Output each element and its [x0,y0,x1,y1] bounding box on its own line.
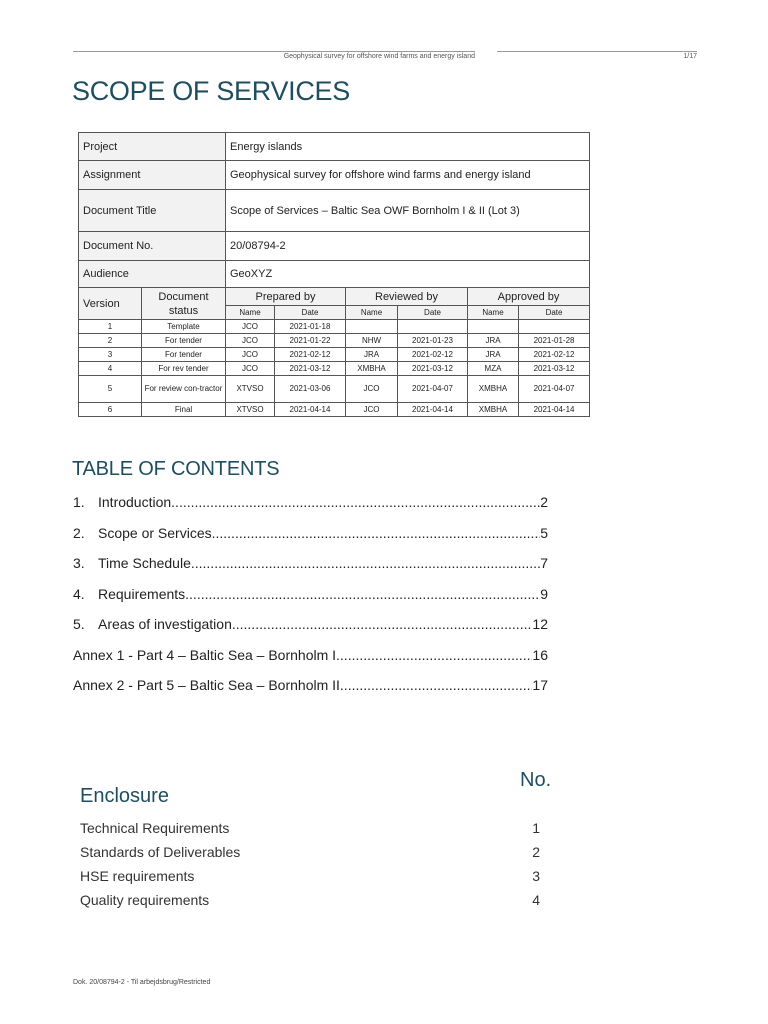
toc-entry[interactable] [73,586,548,617]
toc-entry[interactable] [73,647,548,678]
audience-label: Audience [79,261,226,288]
toc-entry-page: 12 [532,616,548,632]
toc-entry-page: 5 [540,524,548,541]
version-status-cell: Template [142,320,226,334]
approved-by-header: Approved by [468,288,590,306]
header-page-number: 1/17 [683,53,697,60]
toc-entry-number: 3. [73,555,85,571]
version-row [79,403,590,417]
audience-value: GeoXYZ [226,261,590,288]
toc-entry[interactable] [73,494,548,525]
toc-entry-page: 17 [532,677,548,693]
version-row [79,334,590,348]
version-approved-name-cell: XMBHA [468,376,519,403]
version-header: Version [79,288,142,320]
version-reviewed-date-cell: 2021-01-23 [398,334,468,348]
prepared-by-header: Prepared by [226,288,346,306]
version-prepared-name-cell: JCO [226,334,275,348]
version-row [79,362,590,376]
enclosure-item [80,840,540,864]
version-status-cell: For tender [142,334,226,348]
version-approved-date-cell: 2021-01-28 [519,334,590,348]
approved-name-header: Name [468,306,519,320]
reviewed-name-header: Name [346,306,398,320]
version-status-cell: For tender [142,348,226,362]
document-title-label: Document Title [79,190,226,232]
version-reviewed-name-cell: JRA [346,348,398,362]
prepared-name-header: Name [226,306,275,320]
version-approved-name-cell: XMBHA [468,403,519,417]
document-number-value: 20/08794-2 [226,232,590,261]
document-number-label: Document No. [79,232,226,261]
version-prepared-name-cell: JCO [226,362,275,376]
toc-entry-title: Time Schedule [98,555,191,571]
version-version-cell: 3 [79,348,142,362]
toc-entry-title: Annex 1 - Part 4 – Baltic Sea – Bornholm I [73,646,337,663]
toc-entry-number: 2. [73,524,85,541]
project-label: Project [79,133,226,161]
version-row [79,320,590,334]
toc-entry[interactable] [73,616,548,647]
toc-entry-title: Scope or Services [98,524,212,541]
enclosure-item-name: Quality requirements [80,892,210,908]
header-text: Geophysical survey for offshore wind farms and energy island [283,53,475,60]
footer-text: Dok. 20/08794-2 - Til arbejdsbrug/Restricted [73,979,211,986]
enclosure-item [80,888,540,912]
version-prepared-name-cell: XTVSO [226,403,275,417]
version-prepared-date-cell: 2021-01-18 [275,320,346,334]
reviewed-date-header: Date [398,306,468,320]
version-prepared-date-cell: 2021-02-12 [275,348,346,362]
toc-entry[interactable] [73,525,548,556]
version-approved-date-cell: 2021-04-07 [519,376,590,403]
version-approved-name-cell: MZA [468,362,519,376]
version-approved-name-cell: JRA [468,348,519,362]
project-value: Energy islands [226,133,590,161]
toc-entry-title: Requirements [98,585,186,602]
toc-entry-title: Areas of investigation [98,616,232,632]
toc-dot-leader [185,586,540,602]
version-version-cell: 2 [79,334,142,348]
toc-dot-leader [212,525,541,541]
enclosure-number-heading: No. [520,769,552,791]
toc-entry-title: Annex 2 - Part 5 – Baltic Sea – Bornholm II [73,677,340,693]
toc-entry[interactable] [73,677,548,708]
version-reviewed-name-cell: NHW [346,334,398,348]
version-reviewed-date-cell: 2021-03-12 [398,362,468,376]
table-of-contents [73,494,548,708]
toc-entry-number: 4. [73,585,85,602]
toc-entry-number: 1. [73,494,85,510]
version-version-cell: 5 [79,376,142,403]
document-status-header: Document status [142,288,226,320]
document-info-table [78,132,590,417]
prepared-date-header: Date [275,306,346,320]
reviewed-by-header: Reviewed by [346,288,468,306]
enclosure-item-name: HSE requirements [80,868,195,884]
version-approved-date-cell: 2021-02-12 [519,348,590,362]
version-reviewed-date-cell: 2021-02-12 [398,348,468,362]
enclosure-item-name: Standards of Deliverables [80,844,241,860]
toc-dot-leader [171,494,540,510]
version-row [79,376,590,403]
version-prepared-name-cell: JCO [226,320,275,334]
toc-dot-leader [336,647,532,663]
version-prepared-date-cell: 2021-03-12 [275,362,346,376]
version-reviewed-name-cell: XMBHA [346,362,398,376]
version-reviewed-date-cell [398,320,468,334]
toc-dot-leader [232,616,533,632]
enclosure-item [80,816,540,840]
toc-entry-title: Introduction [98,494,172,510]
version-prepared-name-cell: XTVSO [226,376,275,403]
version-version-cell: 1 [79,320,142,334]
document-title-value: Scope of Services – Baltic Sea OWF Bornholm I & II (Lot 3) [226,190,590,232]
version-row [79,348,590,362]
enclosure-item-number: 1 [532,820,540,836]
approved-date-header: Date [519,306,590,320]
toc-entry-number: 5. [73,616,85,632]
header-rule-left [73,51,475,52]
enclosure-item-name: Technical Requirements [80,820,230,836]
enclosure-item-number: 2 [532,844,540,860]
version-reviewed-name-cell: JCO [346,403,398,417]
page-title: SCOPE OF SERVICES [72,76,350,106]
enclosure-item-number: 4 [532,892,540,908]
enclosure-heading: Enclosure [80,785,169,807]
version-version-cell: 4 [79,362,142,376]
version-reviewed-name-cell: JCO [346,376,398,403]
version-prepared-date-cell: 2021-04-14 [275,403,346,417]
version-status-cell: For rev tender [142,362,226,376]
toc-heading: TABLE OF CONTENTS [72,458,280,480]
toc-entry-page: 7 [540,555,548,571]
assignment-value: Geophysical survey for offshore wind farms and energy island [226,161,590,190]
version-reviewed-date-cell: 2021-04-14 [398,403,468,417]
assignment-label: Assignment [79,161,226,190]
enclosure-item [80,864,540,888]
version-approved-date-cell: 2021-03-12 [519,362,590,376]
enclosure-item-number: 3 [532,868,540,884]
version-approved-date-cell: 2021-04-14 [519,403,590,417]
version-reviewed-date-cell: 2021-04-07 [398,376,468,403]
version-status-cell: For review con-tractor [142,376,226,403]
version-version-cell: 6 [79,403,142,417]
toc-entry[interactable] [73,555,548,586]
header-rule-right [497,51,697,52]
version-prepared-date-cell: 2021-01-22 [275,334,346,348]
version-approved-name-cell [468,320,519,334]
toc-entry-page: 2 [540,494,548,510]
version-approved-date-cell [519,320,590,334]
toc-dot-leader [191,555,540,571]
version-reviewed-name-cell [346,320,398,334]
toc-entry-page: 16 [532,646,548,663]
version-approved-name-cell: JRA [468,334,519,348]
enclosure-list [80,816,540,912]
toc-entry-page: 9 [540,585,548,602]
version-prepared-date-cell: 2021-03-06 [275,376,346,403]
toc-dot-leader [340,677,533,693]
version-status-cell: Final [142,403,226,417]
version-prepared-name-cell: JCO [226,348,275,362]
